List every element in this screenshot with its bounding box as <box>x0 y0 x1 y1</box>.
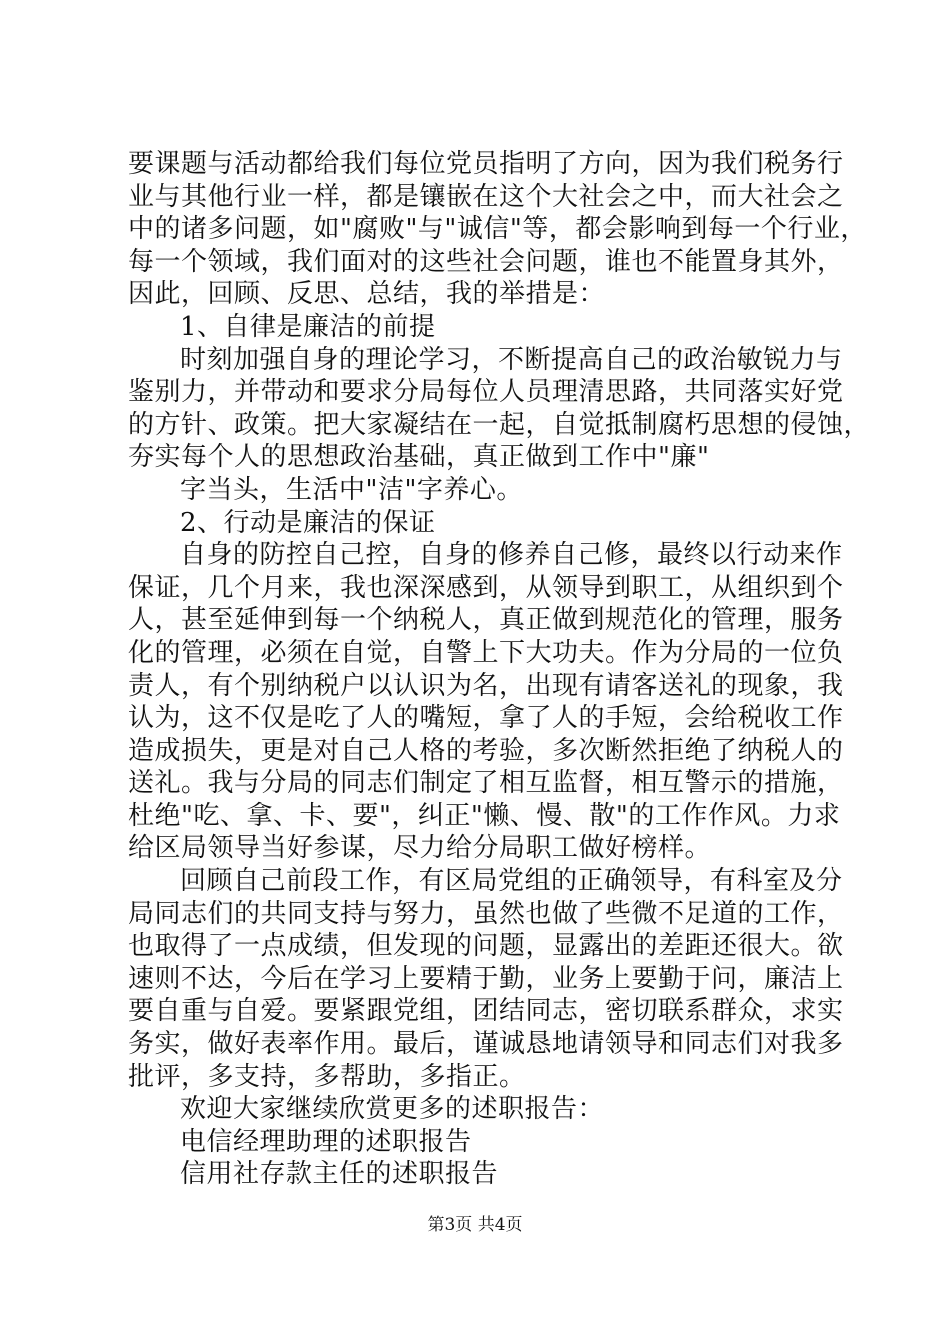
text-line: 认为，这不仅是吃了人的嘴短，拿了人的手短，会给税收工作 <box>128 703 844 734</box>
text-line: 要课题与活动都给我们每位党员指明了方向，因为我们税务行 <box>128 149 844 179</box>
text-line: 中的诸多问题，如"腐败"与"诚信"等，都会影响到每一个行业， <box>128 214 867 245</box>
text-line: 字当头，生活中"洁"字养心。 <box>180 474 523 505</box>
text-line: 杜绝"吃、拿、卡、要"，纠正"懒、慢、散"的工作作风。力求 <box>128 800 841 831</box>
text-line: 夯实每个人的思想政治基础，真正做到工作中"廉" <box>128 442 710 473</box>
text-line: 送礼。我与分局的同志们制定了相互监督，相互警示的措施， <box>128 768 844 799</box>
text-line: 给区局领导当好参谋，尽力给分局职工做好榜样。 <box>128 833 712 864</box>
text-line: 业与其他行业一样，都是镶嵌在这个大社会之中，而大社会之 <box>128 181 844 212</box>
text-line: 信用社存款主任的述职报告 <box>180 1159 499 1190</box>
document-body <box>128 148 871 1191</box>
text-line: 也取得了一点成绩，但发现的问题，显露出的差距还很大。欲 <box>128 931 844 962</box>
text-line: 1、自律是廉洁的前提 <box>180 311 436 342</box>
text-line: 时刻加强自身的理论学习，不断提高自己的政治敏锐力与 <box>180 344 843 375</box>
text-line: 每一个领域，我们面对的这些社会问题，谁也不能置身其外， <box>128 246 844 277</box>
text-line: 的方针、政策。把大家凝结在一起，自觉抵制腐朽思想的侵蚀， <box>128 409 871 440</box>
text-line: 务实，做好表率作用。最后，谨诚恳地请领导和同志们对我多 <box>128 1029 844 1060</box>
text-line: 人，甚至延伸到每一个纳税人，真正做到规范化的管理，服务 <box>128 605 844 636</box>
text-line: 回顾自己前段工作，有区局党组的正确领导，有科室及分 <box>180 866 843 897</box>
text-line: 保证，几个月来，我也深深感到，从领导到职工，从组织到个 <box>128 572 844 603</box>
text-line: 批评，多支持，多帮助，多指正。 <box>128 1061 526 1092</box>
text-line: 局同志们的共同支持与努力，虽然也做了些微不足道的工作， <box>128 898 844 929</box>
text-line: 造成损失，更是对自己人格的考验，多次断然拒绝了纳税人的 <box>128 735 844 766</box>
text-line: 速则不达，今后在学习上要精于勤，业务上要勤于问，廉洁上 <box>128 963 844 994</box>
page-footer <box>0 1214 950 1236</box>
page-number: 第3页 共4页 <box>427 1215 523 1235</box>
text-line: 因此，回顾、反思、总结，我的举措是： <box>128 279 606 310</box>
text-line: 自身的防控自己控，自身的修养自己修，最终以行动来作 <box>180 540 843 571</box>
text-line: 电信经理助理的述职报告 <box>180 1126 472 1157</box>
text-line: 2、行动是廉洁的保证 <box>180 507 436 538</box>
text-line: 责人，有个别纳税户以认识为名，出现有请客送礼的现象，我 <box>128 670 844 701</box>
text-line: 化的管理，必须在自觉，自警上下大功夫。作为分局的一位负 <box>128 637 844 668</box>
text-line: 要自重与自爱。要紧跟党组，团结同志，密切联系群众，求实 <box>128 996 844 1027</box>
text-line: 鉴别力，并带动和要求分局每位人员理清思路，共同落实好党 <box>128 377 844 408</box>
text-line: 欢迎大家继续欣赏更多的述职报告： <box>180 1094 605 1125</box>
